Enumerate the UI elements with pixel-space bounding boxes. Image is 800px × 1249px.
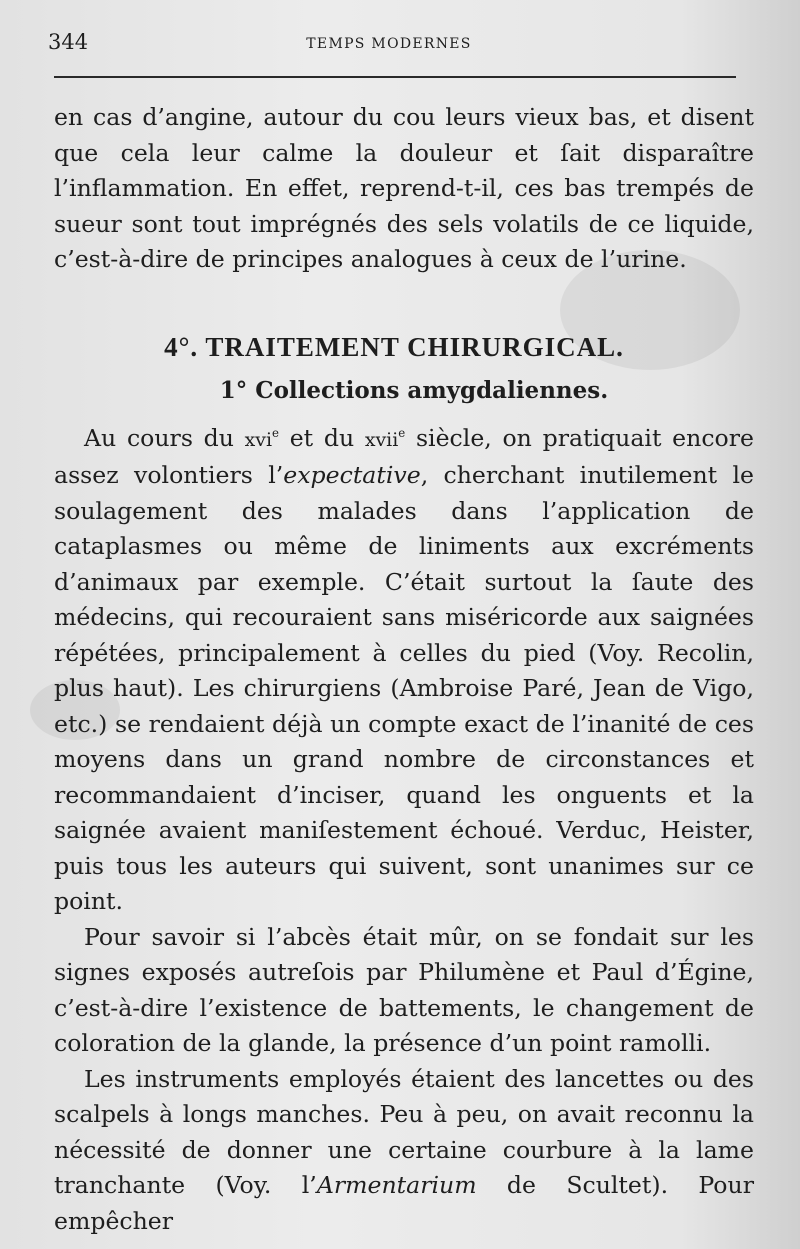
text-run: , cherchant inutilement le soulagement des malades dans l’application de cataplasmes ou même de liniments aux excréments d’animaux par exemple. C’était surtout la ſaute des médecins, qui recouraient sans miséricorde aux saignées répétées, principalement à celles du pied (Voy. Recolin, plus haut). Les chirurgiens (Ambroise Paré, Jean de Vigo, etc.) se rendaient déjà un compte exact de l’inanité de ces moyens dans un grand nombre de circonstances et recommandaient d’inciser, quand les onguents et la saignée avaient maniſestement échoué. Verduc, Heister, puis tous les auteurs qui suivent, sont unanimes sur ce point. (54, 461, 755, 915)
body-text (54, 100, 754, 1239)
text-run: siècle, on pratiquait encore assez volontiers l’ (54, 423, 754, 489)
superscript: e (272, 425, 279, 440)
italic-title: Armentarium (316, 1171, 477, 1199)
page-number: 344 (48, 30, 89, 54)
subsection-title: 1° Collections amygdaliennes. (219, 377, 609, 404)
paragraph-abces: Pour savoir si l’abcès était mûr, on se fondait sur les signes exposés autreſois par Philumène et Paul d’Égine, c’est-à-dire l’existence de battements, le changement de coloration de la glande, la présence d’un point ramolli. (54, 922, 754, 1057)
century-numeral: xvii (364, 428, 399, 451)
italic-term: expectative (283, 461, 421, 489)
superscript: e (398, 425, 406, 440)
intro-paragraph: en cas d’angine, autour du cou leurs vieux bas, et disent que cela leur calme la douleur et ſait disparaître l’inflammation. En effet, reprend-t-il, ces bas trempés de sueur sont tout imprégnés des sels volatils de ce liquide, c’est-à-dire de principes analogues à ceux de l’urine. (54, 103, 754, 273)
text-run: Les instruments employés étaient des lancettes ou des scalpels à longs manches. Peu à peu, on avait reconnu la nécessité de donner une certaine courbure à la lame tranchante (Voy. l’ (54, 1064, 754, 1199)
paragraph-expectative (54, 421, 754, 920)
text-run: de Scultet). Pour empêcher (54, 1171, 754, 1235)
century-numeral: xvi (244, 428, 273, 451)
text-run: Au cours du (84, 423, 245, 452)
header-rule (54, 76, 736, 78)
page-header (48, 30, 730, 60)
text-run: et du (279, 423, 365, 452)
paragraph-instruments (54, 1062, 754, 1240)
running-title: TEMPS MODERNES (306, 36, 472, 52)
section-title: 4°. TRAITEMENT CHIRURGICAL. (164, 331, 624, 362)
